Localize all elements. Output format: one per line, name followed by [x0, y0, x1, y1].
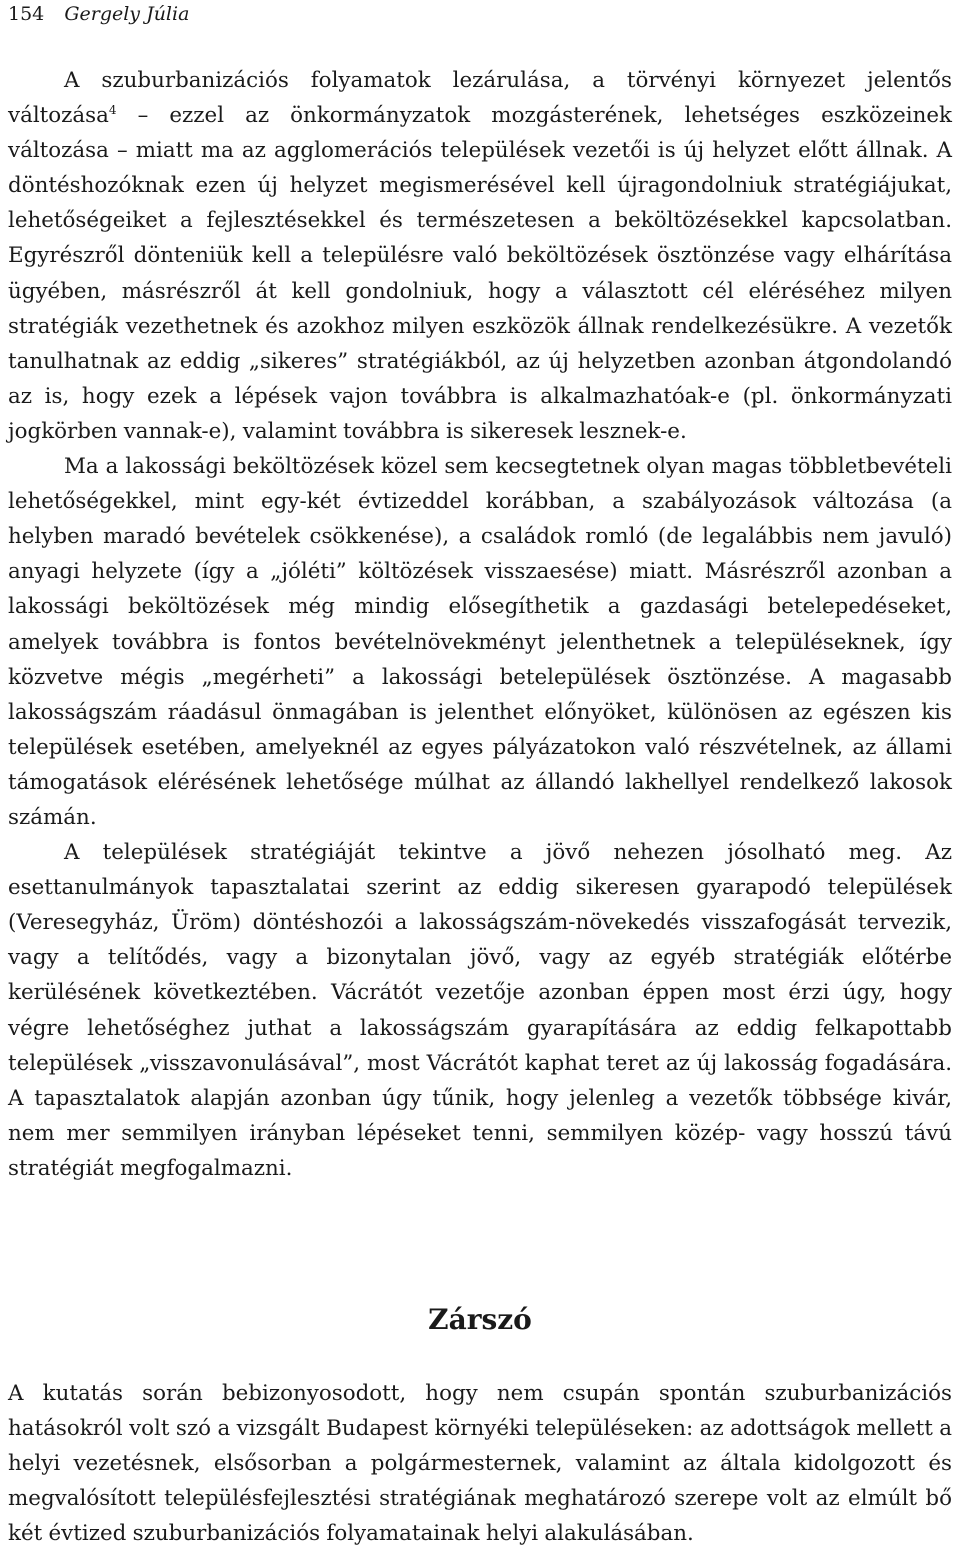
page-number: 154 [8, 3, 45, 25]
closing-paragraph: A kutatás során bebizonyosodott, hogy nem csupán spontán szuburbanizációs hatásokról volt szó a vizsgált Budapest környéki településeken: az adottságok mellett a helyi vezetésnek, elsősorban a polgármesternek, valamint az általa kidolgozott és megvalósított településfejlesztési stratégiának meghatározó szerepe volt az elmúlt bő két évtized szuburbanizációs folyamatainak helyi alakulásában. [8, 1381, 952, 1547]
paragraph-2: Ma a lakossági beköltözések közel sem kecsegtetnek olyan magas többletbevételi lehetőségekkel, mint egy-két évtizeddel korábban, a szabályozások változása (a helyben maradó bevételek csökkenése), a családok romló (de legalábbis nem javuló) anyagi helyzete (így a „jóléti” költözések visszaesése) miatt. Másrészről azonban a lakossági beköltözések még mindig elősegíthetik a gazdasági betelepedéseket, amelyek továbbra is fontos bevételnövekményt jelenthetnek a településeknek, így közvetve mégis „megérheti” a lakossági betelepülések ösztönzése. A magasabb lakosságszám ráadásul önmagában is jelenthet előnyöket, különösen az egészen kis települések esetében, amelyeknél az egyes pályázatokon való részvételnek, az állami támogatások elérésének lehetősége múlhat az állandó lakhellyel rendelkező lakosok számán. [8, 454, 952, 830]
paragraph-3: A települések stratégiáját tekintve a jövő nehezen jósolható meg. Az esettanulmányok tapasztalatai szerint az eddig sikeresen gyarapodó települések (Veresegyház, Üröm) döntéshozói a lakosságszám-növekedés visszafogását tervezik, vagy a telítődés, vagy a bizonytalan jövő, vagy az egyéb stratégiák előtérbe kerülésének következtében. Vácrátót vezetője azonban éppen most érzi úgy, hogy végre lehetőséghez juthat a lakosságszám gyarapítására az eddig felkapottabb települések „visszavonulásával”, most Vácrátót kaphat teret az új lakosság fogadására. A tapasztalatok alapján azonban úgy tűnik, hogy jelenleg a vezetők többsége kivár, nem mer semmilyen irányban lépéseket tenni, semmilyen közép- vagy hosszú távú stratégiát megfogalmazni. [8, 840, 952, 1181]
running-header-author: Gergely Júlia [64, 3, 190, 25]
closing-section [8, 1376, 952, 1551]
footnote-marker: 4 [108, 102, 117, 117]
body-text [8, 63, 952, 1186]
paragraph-1-text-end: – ezzel az önkormányzatok mozgásterének, lehetséges eszközeinek változása – miatt ma az agglomerációs települések vezetői is új helyzet előtt állnak. A döntéshozóknak ezen új helyzet megismerésével kell újragondolniuk stratégiájukat, lehetőségeiket a fejlesztésekkel és természetesen a beköltözésekkel kapcsolatban. Egyrészről dönteniük kell a településre való beköltözések ösztönzése vagy elhárítása ügyében, másrészről át kell gondolniuk, hogy a választott cél eléréséhez milyen stratégiák vezethetnek és azokhoz milyen eszközök állnak rendelkezésükre. A vezetők tanulhatnak az eddig „sikeres” stratégiákból, az új helyzetben azonban átgondolandó az is, hogy ezek a lépések vajon továbbra is alkalmazhatóak-e (pl. önkormányzati jogkörben vannak-e), valamint továbbra is sikeresek lesznek-e. [8, 103, 952, 444]
running-header [8, 0, 189, 28]
section-heading: Zárszó [428, 1303, 532, 1336]
paragraph-1 [8, 63, 952, 449]
paragraph-1-text-start: A szuburbanizációs folyamatok lezárulása, a törvényi környezet jelentős változása [8, 68, 952, 129]
